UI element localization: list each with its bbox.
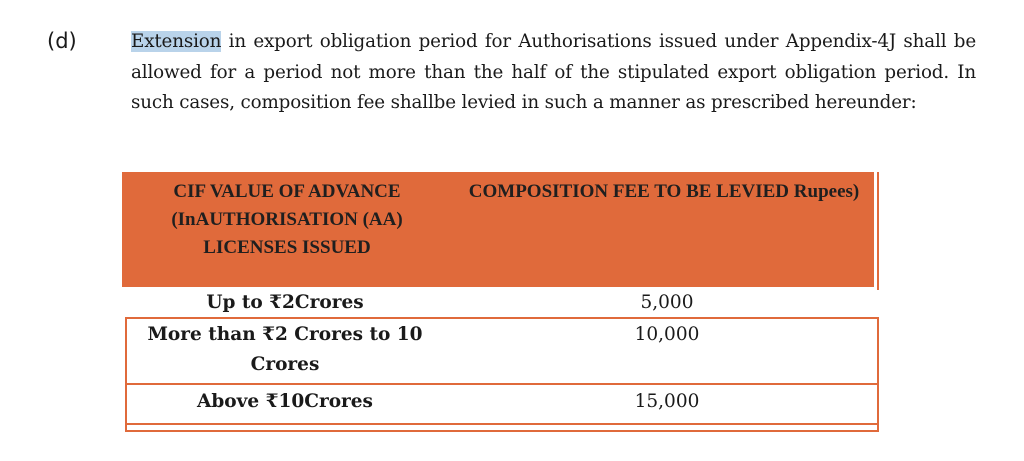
- header-cif-value: CIF VALUE OF ADVANCE (InAUTHORISATION (AA) LICENSES ISSUED: [171, 181, 403, 258]
- header-composition-fee: COMPOSITION FEE TO BE LEVIED Rupees): [468, 181, 860, 202]
- fee-cell: 15,000: [634, 391, 700, 412]
- cif-value-cell: Up to ₹2Crores: [206, 292, 364, 313]
- table-row: [125, 387, 879, 421]
- clause-label: (d): [47, 29, 77, 53]
- fee-cell: 5,000: [640, 292, 694, 313]
- fee-cell: 10,000: [634, 324, 700, 345]
- table-right-border: [877, 172, 879, 290]
- row2-bottom-rule: [125, 383, 879, 385]
- highlighted-word[interactable]: Extension: [131, 31, 222, 52]
- table-row: [125, 320, 879, 382]
- row3-bottom-rule: [125, 423, 879, 425]
- clause-text: in export obligation period for Authorisations issued under Appendix-4J shall be allowed for a period not more than the half of the stipulated export obligation period. In such cases, composition fee shallbe levied in such a manner as prescribed hereunder:: [131, 31, 976, 113]
- table-row: [125, 288, 879, 318]
- cif-value-cell: Above ₹10Crores: [197, 391, 373, 412]
- table-bottom-rule: [125, 430, 879, 432]
- cif-value-cell: More than ₹2 Crores to 10 Crores: [147, 324, 423, 375]
- clause-paragraph: [131, 27, 976, 119]
- table-header: [122, 172, 874, 287]
